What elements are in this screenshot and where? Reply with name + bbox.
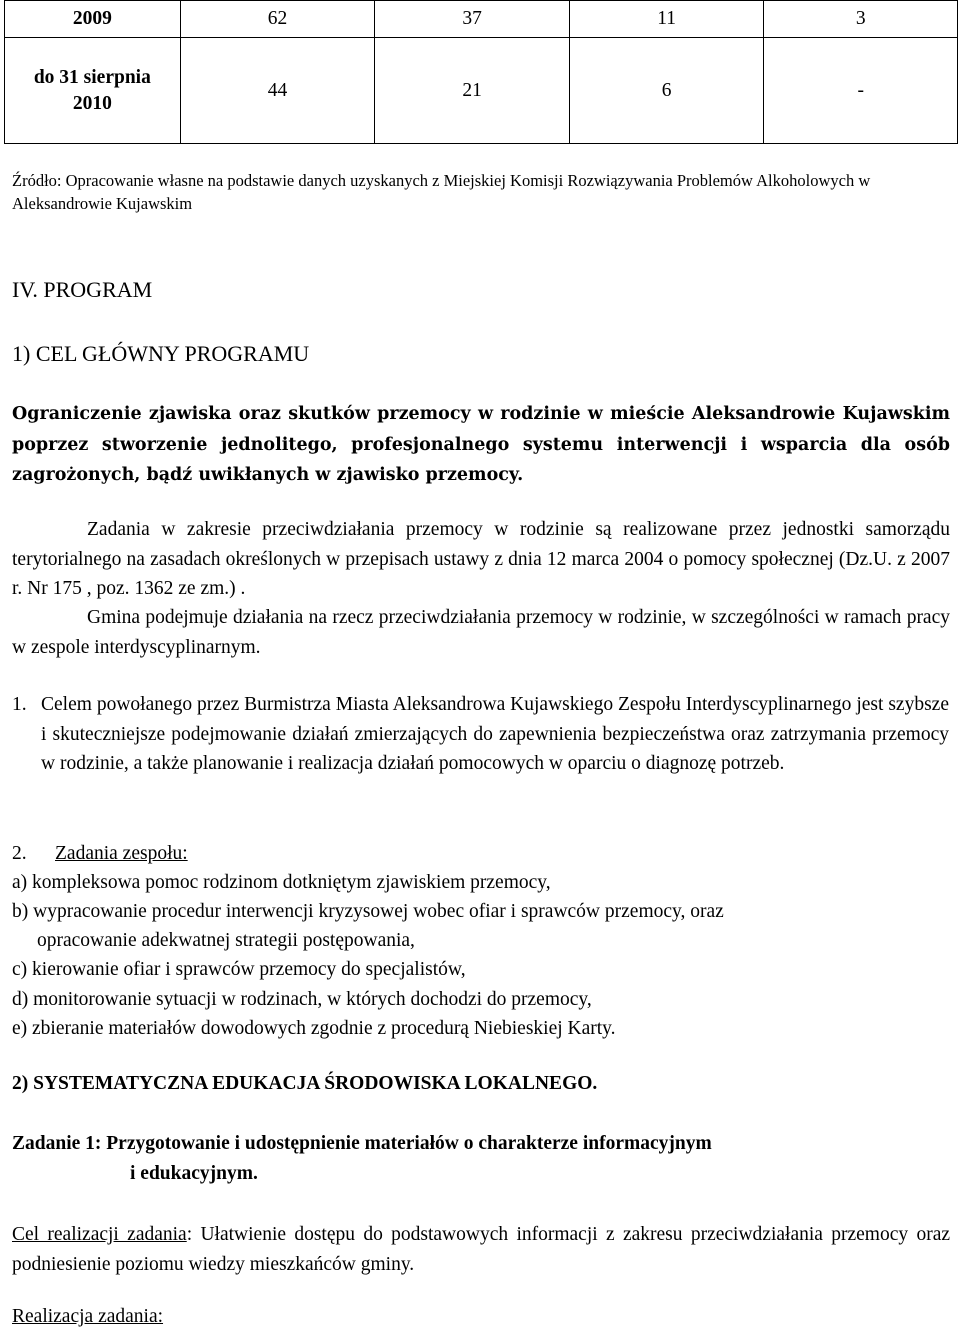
table-cell: 3 (764, 1, 958, 38)
table-row (5, 38, 958, 144)
item-1-text: Celem powołanego przez Burmistrza Miasta Aleksandrowa Kujawskiego Zespołu Interdyscyplinarnego jest szybsze i skuteczniejsze podejmowanie działań zmierzających do zapewnienia bezpieczeństwa oraz zatrzymania przemocy w rodzinie, a także planowanie i realizacja działań pomocowych w oparciu o diagnozę potrzeb. (41, 694, 949, 774)
section-title: IV. PROGRAM (12, 277, 153, 302)
task-a: a) kompleksowa pomoc rodzinom dotkniętym zjawiskiem przemocy, (12, 872, 551, 893)
task1-heading-continued: i edukacyjnym. (130, 1163, 258, 1184)
education-heading: 2) SYSTEMATYCZNA EDUKACJA ŚRODOWISKA LOKALNEGO. (12, 1073, 598, 1094)
table-cell: - (764, 38, 958, 144)
table-cell: 11 (569, 1, 764, 38)
task-e: e) zbieranie materiałów dowodowych zgodnie z procedurą Niebieskiej Karty. (12, 1018, 616, 1039)
task-goal-text: : Ułatwienie dostępu do podstawowych informacji z zakresu przeciwdziałania przemocy oraz podniesienie poziomu wiedzy mieszkańców gminy. (12, 1224, 951, 1275)
realization-label: Realizacja zadania: (12, 1306, 164, 1327)
goal-text: Ograniczenie zjawiska oraz skutków przemocy w rodzinie w mieście Aleksandrowie Kujawskim poprzez stworzenie jednolitego, profesjonalnego systemu interwencji i wsparcia dla osób zagrożonych, bądź uwikłanych w zjawisko przemocy. (12, 404, 950, 485)
table-cell: 21 (375, 38, 570, 144)
table-cell: 6 (569, 38, 764, 144)
statistics-table (4, 0, 958, 144)
row-label-text: do 31 sierpnia 2010 (33, 66, 151, 114)
task-goal (12, 1220, 950, 1279)
item-1-number: 1. (12, 694, 27, 715)
task-c: c) kierowanie ofiar i sprawców przemocy do specjalistów, (12, 959, 466, 980)
row-label (5, 38, 181, 144)
source-note: Źródło: Opracowanie własne na podstawie danych uzyskanych z Miejskiej Komisji Rozwiązywania Problemów Alkoholowych w Aleksandrowie Kujawskim (12, 171, 871, 213)
table-cell: 62 (180, 1, 375, 38)
table-cell: 37 (375, 1, 570, 38)
task1-heading: Zadanie 1: Przygotowanie i udostępnienie materiałów o charakterze informacyjnym (12, 1133, 712, 1154)
task-goal-label: Cel realizacji zadania (12, 1224, 187, 1245)
table-row (5, 1, 958, 38)
paragraph-2: Gmina podejmuje działania na rzecz przeciwdziałania przemocy w rodzinie, w szczególności w ramach pracy w zespole interdyscyplinarnym. (12, 607, 950, 658)
task-d: d) monitorowanie sytuacji w rodzinach, w których dochodzi do przemocy, (12, 989, 592, 1010)
goal-heading: 1) CEL GŁÓWNY PROGRAMU (12, 341, 310, 366)
task-b: b) wypracowanie procedur interwencji kryzysowej wobec ofiar i sprawców przemocy, oraz (12, 901, 724, 922)
row-label: 2009 (5, 1, 181, 38)
item-2-title: Zadania zespołu: (55, 843, 188, 864)
item-2-number: 2. (12, 843, 27, 864)
task-b-continued: opracowanie adekwatnej strategii postępowania, (37, 930, 415, 951)
table-cell: 44 (180, 38, 375, 144)
paragraph-1: Zadania w zakresie przeciwdziałania przemocy w rodzinie są realizowane przez jednostki samorządu terytorialnego na zasadach określonych w przepisach ustawy z dnia 12 marca 2004 o pomocy społecznej (Dz.U. z 2007 r. Nr 175 , poz. 1362 ze zm.) . (12, 519, 950, 599)
